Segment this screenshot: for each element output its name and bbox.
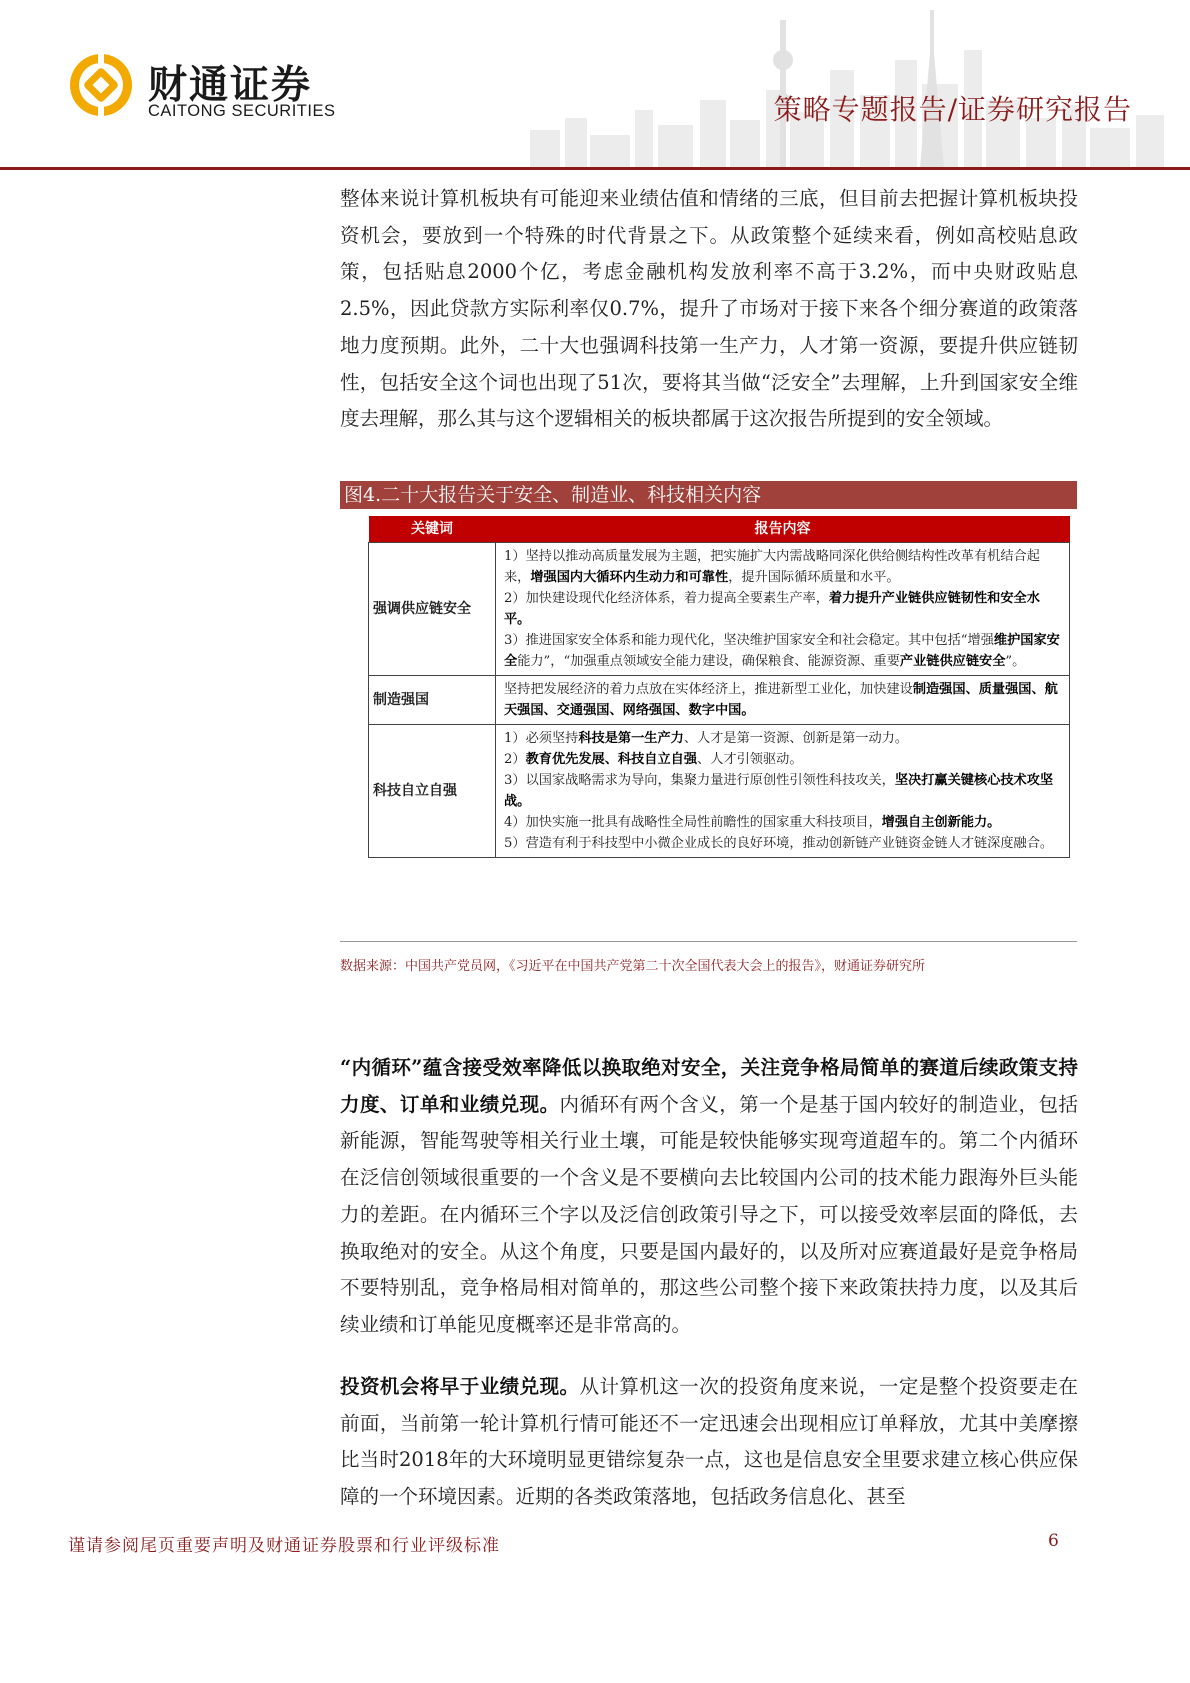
content-item-post2: ”。 [1005, 654, 1026, 669]
brand-name-english: CAITONG SECURITIES [148, 102, 336, 120]
content-item-pre: 3）推进国家安全体系和能力现代化，坚决维护国家安全和社会稳定。其中包括“增强 [504, 633, 994, 648]
content-item [504, 770, 1061, 812]
page-number: 6 [1048, 1531, 1059, 1551]
page-header [0, 0, 1190, 172]
content-item-bold: 着力提升产业链供应链韧性和安全水平。 [504, 591, 1040, 627]
content-item-post: 、人才引领驱动。 [697, 752, 803, 767]
content-item [504, 630, 1061, 672]
table-row [369, 676, 1070, 725]
paragraph-2-text: 内循环有两个含义，第一个是基于国内较好的制造业，包括新能源，智能驾驶等相关行业土壤，可能是较快能够实现弯道超车的。第二个内循环在泛信创领域很重要的一个含义是不要横向去比较国内公司的技术能力跟海外巨头能力的差距。在内循环三个字以及泛信创政策引导之下，可以接受效率层面的降低，去换取绝对的安全。从这个角度，只要是国内最好的，以及所对应赛道最好是竞争格局不要特别乱，竞争格局相对简单的，那这些公司整个接下来政策扶持力度，以及其后续业绩和订单能见度概率还是非常高的。 [340, 1092, 1078, 1336]
column-header-keyword: 关键词 [369, 516, 496, 543]
content-item-pre: 2） [504, 752, 526, 767]
content-item-pre: 1）坚持以推动高质量发展为主题，把实施扩大内需战略同深化供给侧结构性改革有机结合起来， [504, 549, 1040, 585]
content-item-pre: 坚持把发展经济的着力点放在实体经济上，推进新型工业化，加快建设 [504, 682, 913, 697]
body-paragraph-3 [340, 1369, 1078, 1516]
table-row [369, 543, 1070, 676]
header-divider [0, 167, 1190, 170]
city-skyline-graphic [490, 0, 1190, 168]
content-item [504, 833, 1061, 854]
keyword-cell: 强调供应链安全 [369, 543, 496, 676]
content-item [504, 588, 1061, 630]
keyword-cell: 科技自立自强 [369, 725, 496, 858]
content-item-pre: 2）加快建设现代化经济体系，着力提高全要素生产率， [504, 591, 829, 606]
table-row [369, 725, 1070, 858]
content-item-bold: 科技是第一生产力 [578, 731, 684, 746]
content-item-post: 能力”，“加强重点领域安全能力建设，确保粮食、能源资源、重要 [517, 654, 900, 669]
content-item-pre: 3）以国家战略需求为导向，集聚力量进行原创性引领性科技攻关， [504, 773, 895, 788]
content-cell [496, 676, 1070, 725]
content-item-bold: 增强国内大循环内生动力和可靠性 [530, 570, 729, 585]
content-item-bold: 制造强国、质量强国、航天强国、交通强国、网络强国、数字中国。 [504, 682, 1058, 718]
column-header-content: 报告内容 [496, 516, 1070, 543]
content-item-pre: 4）加快实施一批具有战略性全局性前瞻性的国家重大科技项目， [504, 815, 882, 830]
content-item-post: ，提升国际循环质量和水平。 [728, 570, 900, 585]
content-item [504, 728, 1061, 749]
body-paragraph-2 [340, 1050, 1078, 1344]
content-item-bold: 增强自主创新能力。 [881, 815, 1001, 830]
body-paragraph-1: 整体来说计算机板块有可能迎来业绩估值和情绪的三底，但目前去把握计算机板块投资机会，要放到一个特殊的时代背景之下。从政策整个延续来看，例如高校贴息政策，包括贴息2000个亿，考虑金融机构发放利率不高于3.2%，而中央财政贴息2.5%，因此贷款方实际利率仅0.7%，提升了市场对于接下来各个细分赛道的政策落地力度预期。此外，二十大也强调科技第一生产力，人才第一资源，要提升供应链韧性，包括安全这个词也出现了51次，要将其当做“泛安全”去理解，上升到国家安全维度去理解，那么其与这个逻辑相关的板块都属于这次报告所提到的安全领域。 [340, 187, 1078, 431]
content-cell [496, 725, 1070, 858]
content-item [504, 812, 1061, 833]
report-type-label: 策略专题报告/证券研究报告 [773, 93, 1132, 126]
content-item-bold2: 产业链供应链安全 [899, 654, 1006, 669]
content-item-pre: 1）必须坚持 [504, 731, 579, 746]
table-header-row [369, 516, 1070, 543]
content-item-pre: 5）营造有利于科技型中小微企业成长的良好环境，推动创新链产业链资金链人才链深度融合。 [504, 836, 1054, 851]
paragraph-2-lead: “内循环”蕴含接受效率降低以换取绝对安全，关注竞争格局简单的赛道后续政策支持力度、订单和业绩兑现。 [340, 1056, 1078, 1116]
footer-disclaimer: 谨请参阅尾页重要声明及财通证券股票和行业评级标准 [68, 1536, 500, 1556]
keyword-cell: 制造强国 [369, 676, 496, 725]
caitong-logo-icon [68, 52, 134, 118]
content-item-bold: 维护国家安全 [504, 633, 1060, 669]
figure-title: 图4.二十大报告关于安全、制造业、科技相关内容 [340, 481, 1077, 509]
paragraph-3-lead: 投资机会将早于业绩兑现。 [340, 1375, 580, 1398]
policy-keyword-table [368, 516, 1070, 858]
figure-bottom-rule [340, 941, 1077, 942]
content-item [504, 749, 1061, 770]
content-item-bold: 教育优先发展、科技自立自强 [525, 752, 698, 767]
table-body [369, 543, 1070, 858]
paragraph-3-text: 从计算机这一次的投资角度来说，一定是整个投资要走在前面，当前第一轮计算机行情可能还不一定迅速会出现相应订单释放，尤其中美摩擦比当时2018年的大环境明显更错综复杂一点，这也是信息安全里要求建立核心供应保障的一个环境因素。近期的各类政策落地，包括政务信息化、甚至 [340, 1375, 1078, 1509]
content-item [504, 546, 1061, 588]
content-item [504, 679, 1061, 721]
content-item-post: 、人才是第一资源、创新是第一动力。 [683, 731, 909, 746]
content-item-bold: 坚决打赢关键核心技术攻坚战。 [504, 773, 1054, 809]
content-cell [496, 543, 1070, 676]
figure-source-note: 数据来源：中国共产党员网，《习近平在中国共产党第二十次全国代表大会上的报告》，财通证券研究所 [340, 959, 926, 974]
brand-name-chinese: 财通证券 [148, 63, 313, 108]
